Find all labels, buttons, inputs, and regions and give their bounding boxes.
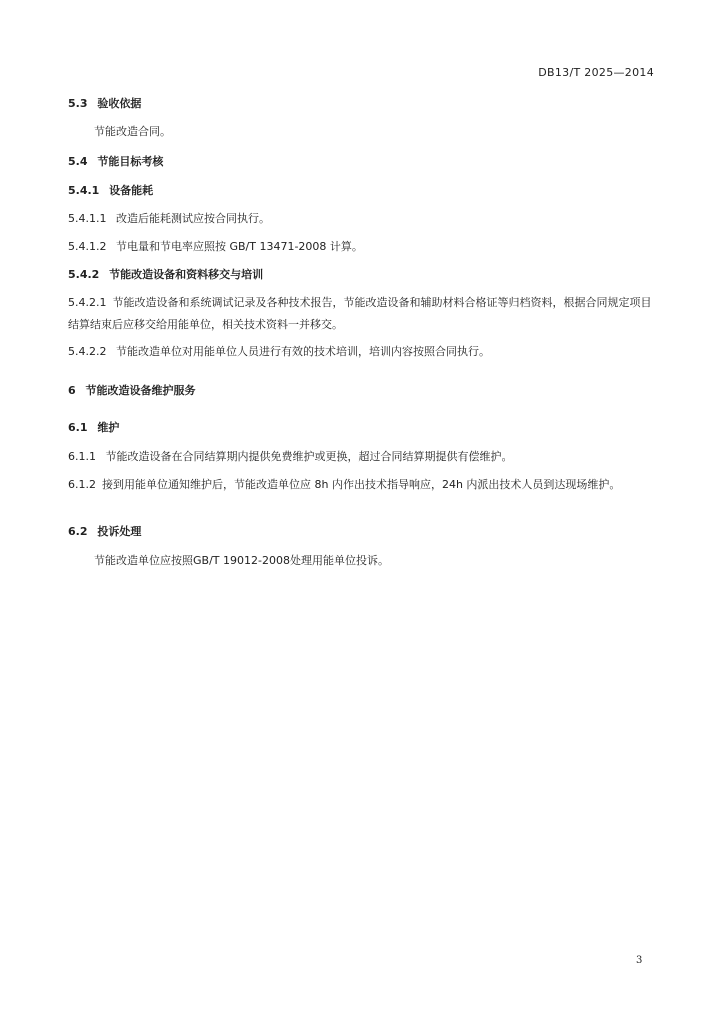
heading-6-1: [68, 421, 119, 435]
clause-number: 5.4.1.1: [68, 212, 107, 225]
page-number: 3: [636, 955, 643, 966]
clause-5-4-1-2: [68, 240, 363, 254]
section-title: 节能目标考核: [97, 155, 164, 168]
clause-6-1-1: [68, 450, 513, 464]
section-number: 5.4: [68, 155, 88, 168]
heading-5-4-1: [68, 184, 153, 198]
section-number: 6: [68, 384, 76, 397]
clause-text: 节能改造设备在合同结算期内提供免费维护或更换，超过合同结算期提供有偿维护。: [105, 450, 513, 463]
section-title: 投诉处理: [97, 525, 142, 538]
section-title: 节能改造设备维护服务: [85, 384, 196, 397]
clause-number: 5.4.2.1: [68, 296, 107, 309]
clause-text: 节能改造设备和系统调试记录及各种技术报告，节能改造设备和辅助材料合格证等归档资料，根据合同规定项目结算结束后应移交给用能单位，相关技术资料一并移交。: [68, 296, 652, 331]
section-number: 5.4.2: [68, 268, 100, 281]
document-code: DB13/T 2025—2014: [538, 66, 654, 79]
clause-number: 6.1.1: [68, 450, 96, 463]
section-title: 设备能耗: [109, 184, 154, 197]
heading-6: [68, 384, 196, 398]
clause-number: 6.1.2: [68, 478, 96, 491]
heading-6-2: [68, 525, 141, 539]
paragraph-5-3: 节能改造合同。: [94, 125, 171, 138]
heading-5-4-2: [68, 268, 263, 282]
clause-5-4-2-1: [68, 292, 656, 336]
section-number: 6.1: [68, 421, 88, 434]
heading-5-4: [68, 155, 163, 169]
section-number: 5.4.1: [68, 184, 100, 197]
clause-text: 节电量和节电率应照按 GB/T 13471-2008 计算。: [115, 240, 363, 253]
section-number: 5.3: [68, 97, 88, 110]
section-number: 6.2: [68, 525, 88, 538]
paragraph-6-2: 节能改造单位应按照GB/T 19012-2008处理用能单位投诉。: [94, 554, 389, 567]
clause-text: 接到用能单位通知维护后，节能改造单位应 8h 内作出技术指导响应，24h 内派出技术人员到达现场维护。: [102, 478, 621, 491]
clause-text: 改造后能耗测试应按合同执行。: [115, 212, 270, 225]
section-title: 维护: [97, 421, 120, 434]
clause-text: 节能改造单位对用能单位人员进行有效的技术培训，培训内容按照合同执行。: [115, 345, 490, 358]
clause-5-4-1-1: [68, 212, 270, 226]
section-title: 节能改造设备和资料移交与培训: [109, 268, 264, 281]
heading-5-3: [68, 97, 141, 111]
clause-6-1-2: [68, 474, 656, 496]
clause-5-4-2-2: [68, 345, 490, 359]
section-title: 验收依据: [97, 97, 142, 110]
clause-number: 5.4.2.2: [68, 345, 107, 358]
clause-number: 5.4.1.2: [68, 240, 107, 253]
